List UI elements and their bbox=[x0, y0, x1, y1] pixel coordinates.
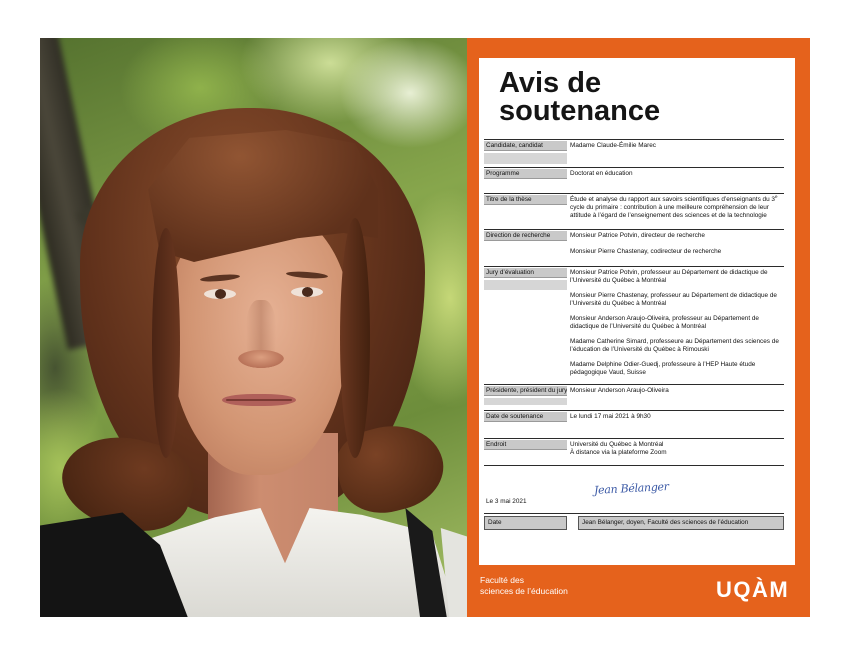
left-iris bbox=[215, 289, 226, 299]
hair-strand-right bbox=[340, 218, 370, 458]
label-spacer bbox=[484, 153, 567, 164]
hair-strand-left bbox=[152, 228, 180, 458]
row-candidate bbox=[484, 139, 784, 168]
jury-member: Madame Delphine Odier-Guedj, professeure à l’HEP Haute étude pédagogique Vaud, Suisse bbox=[570, 361, 756, 376]
row-jury bbox=[484, 266, 784, 385]
portrait-photo bbox=[40, 38, 467, 617]
label-thesis: Titre de la thèse bbox=[484, 195, 567, 205]
thesis-text-end: cycle du primaire : contribution à une meilleure compréhension de leur attitude à l’égard de l’enseignement des sciences et de la technologie bbox=[570, 204, 769, 219]
jury-member: Monsieur Patrice Potvin, professeur au Département de didactique de l’Université du Québec à Montréal bbox=[570, 269, 768, 284]
nose-tip bbox=[238, 350, 284, 368]
value-candidate: Madame Claude-Émilie Marec bbox=[570, 142, 656, 149]
label-candidate: Candidate, candidat bbox=[484, 141, 567, 151]
uqam-logo: UQÀM bbox=[716, 577, 790, 602]
handwritten-signature: Jean Bélanger bbox=[593, 480, 669, 497]
jury-member: Madame Catherine Simard, professeure au Département des sciences de l’éducation de l’Université du Québec à Rimouski bbox=[570, 338, 779, 353]
signatory: Jean Bélanger, doyen, Faculté des sciences de l’éducation bbox=[578, 516, 784, 530]
row-thesis bbox=[484, 193, 784, 230]
jury-member: Monsieur Pierre Chastenay, professeur au Département de didactique de l’Université du Québec à Montréal bbox=[570, 292, 777, 307]
notice-title bbox=[499, 69, 660, 125]
lip-line bbox=[226, 399, 292, 401]
value-jury bbox=[570, 269, 784, 384]
thesis-text-start: Étude et analyse du rapport aux savoirs scientifiques d’enseignants du 3 bbox=[570, 196, 775, 203]
row-president bbox=[484, 384, 784, 411]
signature-divider bbox=[484, 513, 784, 514]
value-direction bbox=[570, 232, 784, 256]
jury-member: Monsieur Anderson Araujo-Oliveira, professeur au Département de didactique de l’Université du Québec à Montréal bbox=[570, 315, 759, 330]
label-program: Programme bbox=[484, 169, 567, 179]
row-location bbox=[484, 438, 784, 466]
faculty-line-2: sciences de l’éducation bbox=[480, 586, 568, 596]
value-program: Doctorat en éducation bbox=[570, 170, 633, 177]
label-direction: Direction de recherche bbox=[484, 231, 567, 241]
signature-date: Le 3 mai 2021 bbox=[486, 498, 527, 505]
value-location bbox=[570, 441, 784, 457]
faculty-line-1: Faculté des bbox=[480, 575, 524, 585]
value-thesis bbox=[570, 193, 784, 220]
title-line-2: soutenance bbox=[499, 95, 661, 127]
value-president: Monsieur Anderson Araujo-Oliveira bbox=[570, 387, 669, 394]
right-iris bbox=[302, 287, 313, 297]
signature-date-label: Date bbox=[484, 516, 567, 530]
notice-panel bbox=[467, 38, 810, 617]
row-program bbox=[484, 167, 784, 194]
row-direction bbox=[484, 229, 784, 267]
label-president: Présidente, président du jury bbox=[486, 387, 567, 394]
right-eye bbox=[291, 287, 323, 297]
row-defense-date bbox=[484, 410, 784, 439]
label-jury: Jury d’évaluation bbox=[484, 268, 567, 278]
title-line-1: Avis de bbox=[499, 67, 602, 99]
location-line: À distance via la plateforme Zoom bbox=[570, 449, 667, 456]
label-spacer bbox=[484, 280, 567, 290]
notice-card bbox=[479, 58, 795, 565]
codirector: Monsieur Pierre Chastenay, codirecteur de recherche bbox=[570, 248, 722, 255]
location-line: Université du Québec à Montréal bbox=[570, 441, 664, 448]
thesis-superscript: e bbox=[774, 193, 778, 199]
director: Monsieur Patrice Potvin, directeur de recherche bbox=[570, 232, 705, 239]
label-spacer bbox=[484, 398, 567, 405]
value-defense-date: Le lundi 17 mai 2021 à 9h30 bbox=[570, 413, 651, 420]
faculty-name bbox=[480, 575, 568, 597]
label-location: Endroit bbox=[484, 440, 567, 450]
left-eye bbox=[204, 289, 236, 299]
label-defense-date: Date de soutenance bbox=[484, 412, 567, 422]
